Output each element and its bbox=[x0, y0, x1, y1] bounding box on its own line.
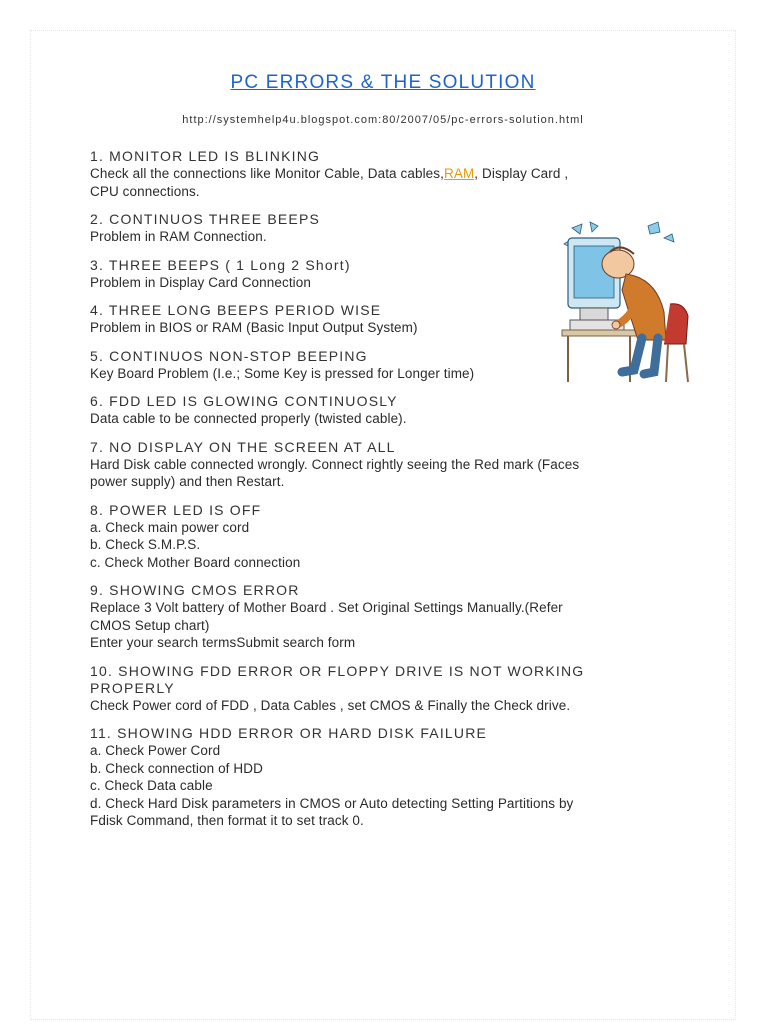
source-url: http://systemhelp4u.blogspot.com:80/2007/05/pc-errors-solution.html bbox=[182, 114, 584, 126]
error-section-7 bbox=[90, 439, 690, 491]
section-heading: 7. NO DISPLAY ON THE SCREEN AT ALL bbox=[90, 438, 396, 455]
section-text: c. Check Data cable bbox=[90, 778, 213, 793]
section-text: b. Check S.M.P.S. bbox=[90, 537, 201, 552]
section-text: Problem in Display Card Connection bbox=[90, 274, 312, 290]
section-heading: 2. CONTINUOS THREE BEEPS bbox=[90, 211, 321, 227]
error-section-11 bbox=[90, 725, 690, 830]
section-heading: 8. POWER LED IS OFF bbox=[90, 501, 262, 518]
section-heading: 5. CONTINUOS NON-STOP BEEPING bbox=[90, 347, 368, 364]
section-text: d. Check Hard Disk parameters in CMOS or Auto detecting Setting Partitions by bbox=[90, 795, 574, 811]
section-text: Check all the connections like Monitor Cable, Data cables,RAM, Display Card , bbox=[90, 166, 569, 181]
section-heading-continued: PROPERLY bbox=[90, 679, 175, 696]
section-text: Check Power cord of FDD , Data Cables , set CMOS & Finally the Check drive. bbox=[90, 697, 571, 713]
section-text: Replace 3 Volt battery of Mother Board . Set Original Settings Manually.(Refer bbox=[90, 600, 563, 615]
section-text: b. Check connection of HDD bbox=[90, 760, 263, 776]
section-heading: 10. SHOWING FDD ERROR OR FLOPPY DRIVE IS NOT WORKING bbox=[90, 662, 585, 679]
section-text: Enter your search termsSubmit search form bbox=[90, 635, 356, 650]
error-section-1 bbox=[90, 148, 690, 200]
section-text: Problem in BIOS or RAM (Basic Input Output System) bbox=[90, 320, 418, 335]
section-text: CMOS Setup chart) bbox=[90, 617, 210, 633]
error-section-6 bbox=[90, 393, 690, 428]
document-content bbox=[90, 72, 690, 830]
section-text: Hard Disk cable connected wrongly. Connect rightly seeing the Red mark (Faces bbox=[90, 456, 580, 472]
error-section-9 bbox=[90, 582, 690, 652]
section-text: Key Board Problem (I.e.; Some Key is pressed for Longer time) bbox=[90, 365, 475, 381]
section-text: a. Check main power cord bbox=[90, 519, 250, 535]
section-text: power supply) and then Restart. bbox=[90, 474, 285, 489]
section-text: c. Check Mother Board connection bbox=[90, 554, 301, 570]
frustrated-man-illustration bbox=[560, 220, 700, 385]
section-text: CPU connections. bbox=[90, 183, 200, 199]
section-heading: 3. THREE BEEPS ( 1 Long 2 Short) bbox=[90, 256, 351, 273]
section-text: a. Check Power Cord bbox=[90, 743, 221, 758]
section-heading: 9. SHOWING CMOS ERROR bbox=[90, 582, 300, 598]
section-heading: 4. THREE LONG BEEPS PERIOD WISE bbox=[90, 302, 382, 318]
section-heading: 11. SHOWING HDD ERROR OR HARD DISK FAILURE bbox=[90, 725, 488, 741]
error-section-10 bbox=[90, 663, 690, 715]
section-heading: 6. FDD LED IS GLOWING CONTINUOSLY bbox=[90, 393, 398, 409]
page-title[interactable]: PC ERRORS & THE SOLUTION bbox=[230, 72, 536, 93]
section-text: Problem in RAM Connection. bbox=[90, 229, 267, 244]
error-section-8 bbox=[90, 502, 690, 572]
section-text: Fdisk Command, then format it to set track 0. bbox=[90, 813, 364, 828]
section-heading: 1. MONITOR LED IS BLINKING bbox=[90, 148, 321, 164]
section-text: Data cable to be connected properly (twisted cable). bbox=[90, 411, 407, 426]
ram-link[interactable]: RAM bbox=[443, 166, 475, 181]
